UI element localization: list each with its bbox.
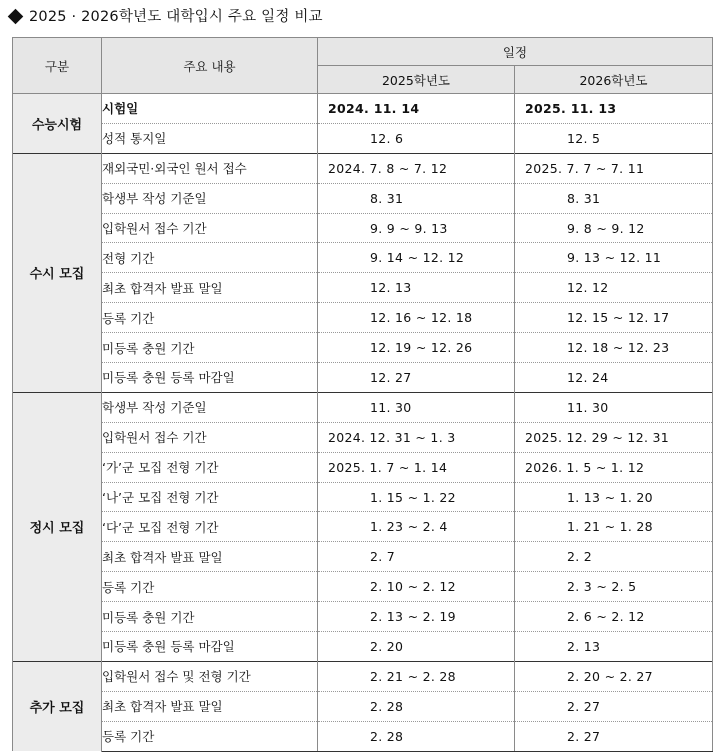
value-2026: 2025. 7. 7 ~ 7. 11 [515,153,713,183]
value-2026: 1. 13 ~ 1. 20 [515,482,713,512]
table-row [13,452,713,482]
item-label: 입학원서 접수 기간 [102,422,318,452]
item-label: 전형 기간 [102,243,318,273]
item-label: 성적 통지일 [102,123,318,153]
item-label: 학생부 작성 기준일 [102,183,318,213]
item-label: 등록 기간 [102,721,318,751]
header-schedule: 일정 [318,38,713,66]
item-label: 재외국민·외국인 원서 접수 [102,153,318,183]
value-2026: 11. 30 [515,392,713,422]
value-2026: 9. 8 ~ 9. 12 [515,213,713,243]
value-2026: 2. 2 [515,542,713,572]
table-row [13,213,713,243]
table-row [13,632,713,662]
value-2025: 2. 10 ~ 2. 12 [318,572,515,602]
value-2026: 2. 27 [515,691,713,721]
table-row [13,94,713,124]
value-2025: 1. 23 ~ 2. 4 [318,512,515,542]
schedule-body [13,94,713,752]
diamond-bullet-icon [8,9,24,25]
item-label: 미등록 충원 기간 [102,333,318,363]
table-row [13,363,713,393]
value-2025: 2. 20 [318,632,515,662]
item-label: 최초 합격자 발표 말일 [102,273,318,303]
item-label: ‘다’군 모집 전형 기간 [102,512,318,542]
value-2026: 2. 27 [515,721,713,751]
group-label: 수시 모집 [13,153,102,392]
value-2026: 2. 3 ~ 2. 5 [515,572,713,602]
group-label: 수능시험 [13,94,102,154]
value-2026: 2. 6 ~ 2. 12 [515,602,713,632]
item-label: 등록 기간 [102,572,318,602]
table-row [13,542,713,572]
item-label: 미등록 충원 기간 [102,602,318,632]
table-row [13,422,713,452]
value-2025: 12. 19 ~ 12. 26 [318,333,515,363]
table-row [13,572,713,602]
header-2026: 2026학년도 [515,66,713,94]
item-label: 등록 기간 [102,303,318,333]
header-2025: 2025학년도 [318,66,515,94]
page-title: 2025 · 2026학년도 대학입시 주요 일정 비교 [7,5,323,29]
value-2025: 2024. 12. 31 ~ 1. 3 [318,422,515,452]
value-2026: 9. 13 ~ 12. 11 [515,243,713,273]
value-2025: 2. 28 [318,721,515,751]
value-2026: 2026. 1. 5 ~ 1. 12 [515,452,713,482]
value-2025: 2. 7 [318,542,515,572]
value-2025: 1. 15 ~ 1. 22 [318,482,515,512]
table-row [13,721,713,751]
value-2025: 9. 9 ~ 9. 13 [318,213,515,243]
table-row [13,303,713,333]
value-2025: 2. 13 ~ 2. 19 [318,602,515,632]
header-category: 구분 [13,38,102,94]
table-row [13,123,713,153]
value-2025: 11. 30 [318,392,515,422]
item-label: 미등록 충원 등록 마감일 [102,632,318,662]
schedule-table [12,37,713,752]
table-row [13,243,713,273]
table-row [13,602,713,632]
table-row [13,183,713,213]
item-label: ‘가’군 모집 전형 기간 [102,452,318,482]
table-row [13,661,713,691]
value-2025: 12. 6 [318,123,515,153]
table-row [13,273,713,303]
value-2026: 8. 31 [515,183,713,213]
value-2026: 2025. 12. 29 ~ 12. 31 [515,422,713,452]
value-2025: 2. 21 ~ 2. 28 [318,661,515,691]
value-2025: 2. 28 [318,691,515,721]
item-label: 시험일 [102,94,318,124]
value-2026: 12. 24 [515,363,713,393]
value-2025: 8. 31 [318,183,515,213]
item-label: 학생부 작성 기준일 [102,392,318,422]
table-row [13,512,713,542]
value-2026: 2. 13 [515,632,713,662]
table-row [13,482,713,512]
value-2025: 2025. 1. 7 ~ 1. 14 [318,452,515,482]
value-2025: 2024. 7. 8 ~ 7. 12 [318,153,515,183]
group-label: 추가 모집 [13,661,102,751]
value-2026: 12. 12 [515,273,713,303]
item-label: 입학원서 접수 및 전형 기간 [102,661,318,691]
item-label: ‘나’군 모집 전형 기간 [102,482,318,512]
value-2025: 12. 27 [318,363,515,393]
header-content: 주요 내용 [102,38,318,94]
group-label: 정시 모집 [13,392,102,661]
value-2025: 2024. 11. 14 [318,94,515,124]
table-row [13,691,713,721]
value-2026: 2025. 11. 13 [515,94,713,124]
table-row [13,153,713,183]
table-row [13,333,713,363]
value-2025: 9. 14 ~ 12. 12 [318,243,515,273]
value-2026: 12. 15 ~ 12. 17 [515,303,713,333]
value-2026: 1. 21 ~ 1. 28 [515,512,713,542]
item-label: 입학원서 접수 기간 [102,213,318,243]
table-row [13,392,713,422]
value-2026: 12. 5 [515,123,713,153]
item-label: 미등록 충원 등록 마감일 [102,363,318,393]
item-label: 최초 합격자 발표 말일 [102,691,318,721]
value-2025: 12. 13 [318,273,515,303]
value-2026: 2. 20 ~ 2. 27 [515,661,713,691]
item-label: 최초 합격자 발표 말일 [102,542,318,572]
value-2026: 12. 18 ~ 12. 23 [515,333,713,363]
value-2025: 12. 16 ~ 12. 18 [318,303,515,333]
